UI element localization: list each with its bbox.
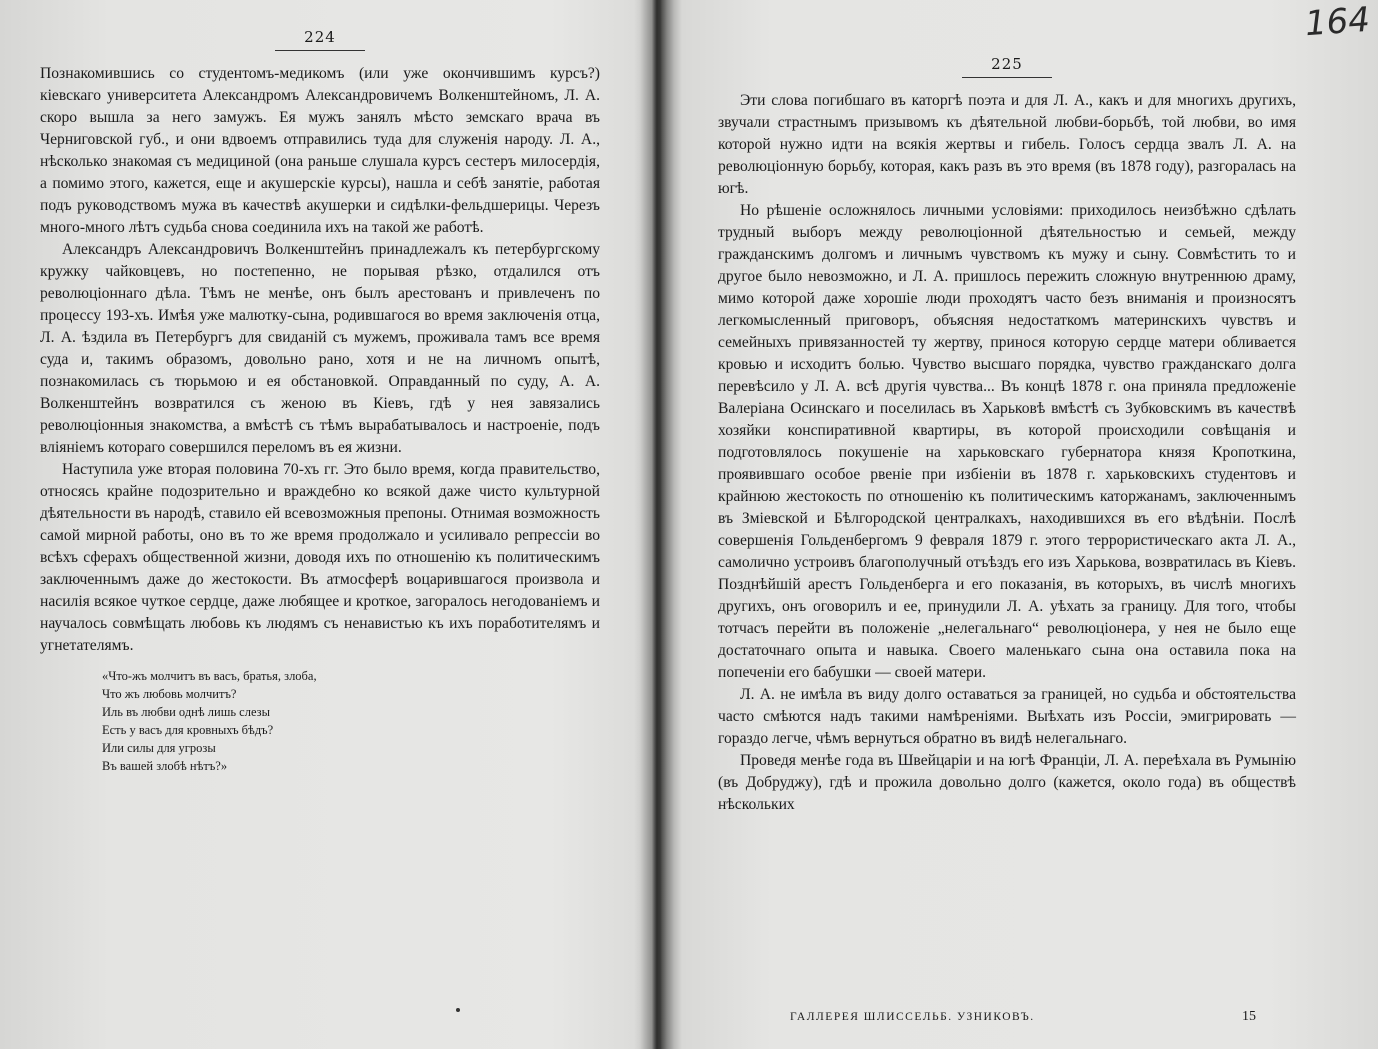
poem-line-3: Иль въ любви однѣ лишь слезы	[102, 705, 270, 719]
right-paragraph-4: Проведя менѣе года въ Швейцаріи и на югѣ Франціи, Л. А. переѣхала въ Румынію (въ Добруджу), гдѣ и прожила довольно долго (кажется, около года) въ обществѣ нѣскольких	[718, 752, 1296, 813]
left-page-number: 224	[275, 28, 365, 51]
left-page-text	[40, 63, 600, 657]
left-paragraph-1: Познакомившись со студентомъ-медикомъ (или уже окончившимъ курсъ?) кіевскаго университета Александромъ Александровичемъ Волкенштейномъ, Л. А. скоро вышла за него замужъ. Ея мужъ занялъ мѣсто земскаго врача въ Черниговской губ., и они вдвоемъ отправились туда для служенія народу. Л. А., нѣсколько знакомая съ медициной (она раньше слушала курсъ сестеръ милосердія, а помимо этого, кажется, еще и акушерскіе курсы), нашла и себѣ занятіе, работая подъ руководствомъ мужа въ качествѣ акушерки и сидѣлки-фельдшерицы. Черезъ много-много лѣтъ судьба снова соединила ихъ на такой же работѣ.	[40, 65, 600, 236]
left-paragraph-3: Наступила уже вторая половина 70-хъ гг. Это было время, когда правительство, относясь крайне подозрительно и враждебно ко всякой даже чисто культурной дѣятельности въ народѣ, ставило ей всевозможныя препоны. Отнимая возможность самой мирной работы, оно въ то же время продолжало и усиливало репрессіи во всѣхъ сферахъ общественной жизни, доводя ихъ по отношенію къ политическимъ заключеннымъ даже до жестокости. Въ атмосферѣ воцарившагося произвола и насилія всякое чуткое сердце, даже любящее и кроткое, загоралось негодованіемъ и научалось совмѣщать любовь къ людямъ съ ненавистью къ ихъ поработителямъ и угнетателямъ.	[40, 461, 600, 654]
right-paragraph-2: Но рѣшеніе осложнялось личными условіями: приходилось неизбѣжно сдѣлать трудный выборъ между революціонной дѣятельностью и семьей, между гражданскимъ долгомъ и личнымъ чувствомъ къ мужу и сыну. Совмѣстить то и другое было невозможно, и Л. А. пришлось пережить сложную внутреннюю драму, мимо которой даже хорошіе люди проходятъ часто безъ вниманія и произносятъ легкомысленный приговоръ, объясняя недостаткомъ материнскихъ чувствъ и семейныхъ привязанностей ту жертву, принося которую сердце матери обливается кровью и исходитъ болью. Чувство высшаго порядка, чувство гражданскаго долга перевѣсило у Л. А. всѣ другія чувства... Въ концѣ 1878 г. она приняла предложеніе Валеріана Осинскаго и поселилась въ Харьковѣ вмѣстѣ съ Зубковскимъ въ качествѣ хозяйки конспиративной квартиры, въ которой происходили совѣщанія и подготовлялось покушеніе на харьковскаго губернатора князя Кропоткина, проявившаго особое рвеніе при избіеніи въ 1878 г. харьковскихъ студентовъ и крайнюю жестокость по отношенію къ политическимъ каторжанамъ, заключеннымъ въ Зміевской и Бѣлгородской централкахъ, находившихся въ его вѣдѣніи. Послѣ совершенія Гольденбергомъ 9 февраля 1879 г. этого террористическаго акта Л. А., самолично устроивъ благополучный отъѣздъ его изъ Харькова, возвратилась въ Кіевъ. Позднѣйшій арестъ Гольденберга и его показанія, въ которыхъ, въ числѣ многихъ другихъ, онъ оговорилъ и ее, принудили Л. А. уѣхать за границу. Для того, чтобы тотчасъ перейти въ положеніе „нелегальнаго“ революціонера, у нея не было еще достаточнаго опыта и навыка. Своего маленькаго сына она оставила пока на попеченіи его бабушки — своей матери.	[718, 202, 1296, 681]
poem-line-5: Или силы для угрозы	[102, 741, 216, 755]
poem-quote	[102, 667, 600, 775]
ink-speck	[456, 1008, 460, 1012]
footer-signature: 15	[1242, 1009, 1256, 1024]
right-paragraph-1: Эти слова погибшаго въ каторгѣ поэта и для Л. А., какъ и для многихъ другихъ, звучали страстнымъ призывомъ къ дѣятельной любви-борьбѣ, той любви, во имя которой нужно идти на всякія жертвы и гибель. Голосъ сердца звалъ Л. А. на революціонную борьбу, которая, какъ разъ въ это время (въ 1878 году), разгоралась на югѣ.	[718, 92, 1296, 197]
poem-line-2: Что жъ любовь молчитъ?	[102, 687, 237, 701]
right-page	[718, 55, 1296, 1025]
right-page-text	[718, 90, 1296, 816]
left-page	[40, 28, 600, 775]
poem-line-6: Въ вашей злобѣ нѣтъ?»	[102, 759, 228, 773]
left-paragraph-2: Александръ Александровичъ Волкенштейнъ принадлежалъ къ петербургскому кружку чайковцевъ, но постепенно, не порывая рѣзко, отдалился отъ революціоннаго дѣла. Тѣмъ не менѣе, онъ былъ арестованъ и привлеченъ по процессу 193-хъ. Имѣя уже малютку-сына, родившагося во время заключенія отца, Л. А. ѣздила въ Петербургъ для свиданій съ мужемъ, проживала тамъ все время суда и, такимъ образомъ, довольно рано, хотя и не на личномъ опытѣ, познакомилась съ тюрьмою и ея обстановкой. Оправданный по суду, А. А. Волкенштейнъ возвратился съ женою въ Кіевъ, гдѣ у нея завязались революціонныя знакомства, а вмѣстѣ съ тѣмъ вырабатывалось и настроеніе, подъ вліяніемъ котораго совершился переломъ въ ея жизни.	[40, 241, 600, 456]
poem-line-1: «Что-жъ молчитъ въ васъ, братья, злоба,	[102, 669, 317, 683]
right-paragraph-3: Л. А. не имѣла въ виду долго оставаться за границей, но судьба и обстоятельства часто смѣются надъ такими намѣреніями. Выѣхать изъ Россіи, эмигрировать — гораздо легче, чѣмъ вернуться обратно въ видѣ нелегальнаго.	[718, 686, 1296, 747]
book-gutter	[640, 0, 674, 1049]
right-page-number: 225	[962, 55, 1052, 78]
footer-title: ГАЛЛЕРЕЯ ШЛИССЕЛЬБ. УЗНИКОВЪ.	[790, 1011, 1035, 1023]
right-page-footer	[718, 1009, 1296, 1025]
poem-line-4: Есть у васъ для кровныхъ бѣдъ?	[102, 723, 274, 737]
catalog-mark: 164	[1303, 0, 1372, 45]
